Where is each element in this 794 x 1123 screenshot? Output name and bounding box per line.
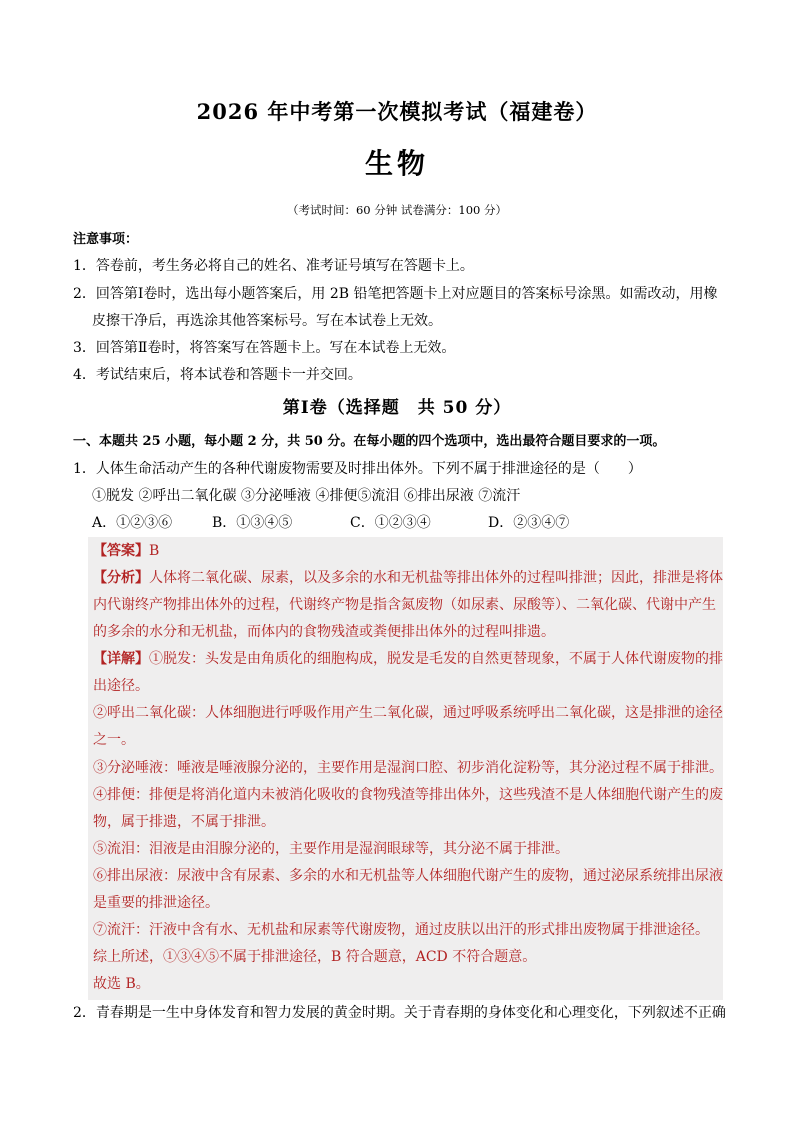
note-item-continuation: 皮擦干净后，再选涂其他答案标号。写在本试卷上无效。 — [92, 313, 442, 329]
exam-info: （考试时间：60 分钟 试卷满分：100 分） — [286, 203, 508, 217]
detail-text: ①脱发：头发是由角质化的细胞构成，脱发是毛发的自然更替现象，不属于人体代谢废物的排 — [149, 651, 723, 667]
detail-line: ②呼出二氧化碳：人体细胞进行呼吸作用产生二氧化碳，通过呼吸系统呼出二氧化碳，这是排泄的途径 — [93, 705, 723, 721]
answer-line — [93, 540, 159, 560]
detail-line: 物，属于排遗，不属于排泄。 — [93, 814, 275, 830]
part-instruction: 一、本题共 25 小题，每小题 2 分，共 50 分。在每小题的四个选项中，选出最符合题目要求的一项。 — [73, 434, 666, 449]
detail-line: ④排便：排便是将消化道内未被消化吸收的食物残渣等排出体外，这些残渣不是人体细胞代谢产生的废 — [93, 787, 723, 803]
analysis-line: 的多余的水分和无机盐，而体内的食物残渣或粪便排出体外的过程叫排遗。 — [93, 624, 555, 640]
note-item: 3．回答第Ⅱ卷时，将答案写在答题卡上。写在本试卷上无效。 — [73, 340, 456, 356]
detail-conclusion: 故选 B。 — [93, 976, 150, 992]
detail-line: ⑥排出尿液：尿液中含有尿素、多余的水和无机盐等人体细胞代谢产生的废物，通过泌尿系统排出尿液 — [93, 868, 723, 884]
note-item: 1．答卷前，考生务必将自己的姓名、准考证号填写在答题卡上。 — [73, 258, 474, 274]
detail-line: ⑤流泪：泪液是由泪腺分泌的，主要作用是湿润眼球等，其分泌不属于排泄。 — [93, 841, 569, 857]
choice-a: A．①②③⑥ — [92, 515, 173, 531]
analysis-text: 人体将二氧化碳、尿素，以及多余的水和无机盐等排出体外的过程叫排泄；因此，排泄是将体 — [149, 570, 723, 586]
answer-tag: 【答案】 — [93, 543, 149, 559]
analysis-tag: 【分析】 — [93, 570, 149, 586]
detail-line — [93, 648, 723, 668]
answer-value: B — [149, 543, 160, 559]
section-title: 第Ⅰ卷（选择题 共 50 分） — [282, 398, 512, 418]
analysis-line: 内代谢终产物排出体外的过程，代谢终产物是指含氮废物（如尿素、尿酸等）、二氧化碳、代谢中产生 — [93, 597, 716, 613]
note-item: 2．回答第Ⅰ卷时，选出每小题答案后，用 2B 铅笔把答题卡上对应题目的答案标号涂黑。如需改动，用橡 — [73, 286, 718, 302]
detail-summary: 综上所述，①③④⑤不属于排泄途径，B 符合题意，ACD 不符合题意。 — [93, 949, 537, 965]
notes-heading: 注意事项： — [73, 232, 139, 247]
exam-title: 2026 年中考第一次模拟考试（福建卷） — [196, 99, 598, 124]
question-1-options: ①脱发 ②呼出二氧化碳 ③分泌唾液 ④排便⑤流泪 ⑥排出尿液 ⑦流汗 — [92, 488, 521, 504]
detail-tag: 【详解】 — [93, 651, 149, 667]
detail-line: ⑦流汗：汗液中含有水、无机盐和尿素等代谢废物，通过皮肤以出汗的形式排出废物属于排泄途径。 — [93, 922, 709, 938]
analysis-line — [93, 567, 723, 587]
detail-line: ③分泌唾液：唾液是唾液腺分泌的，主要作用是湿润口腔、初步消化淀粉等，其分泌过程不属于排泄。 — [93, 760, 723, 776]
choice-d: D．②③④⑦ — [488, 515, 570, 531]
note-item: 4．考试结束后，将本试卷和答题卡一并交回。 — [73, 367, 362, 383]
question-1-stem: 1．人体生命活动产生的各种代谢废物需要及时排出体外。下列不属于排泄途径的是（ ） — [73, 461, 642, 477]
detail-line: 出途径。 — [93, 678, 149, 694]
detail-line: 是重要的排泄途径。 — [93, 895, 219, 911]
question-2-stem: 2．青春期是一生中身体发育和智力发展的黄金时期。关于青春期的身体变化和心理变化，下列叙述不正确 — [73, 1005, 726, 1021]
choice-c: C．①②③④ — [350, 515, 431, 531]
subject-title: 生物 — [364, 147, 429, 180]
detail-line: 之一。 — [93, 732, 135, 748]
choice-b: B．①③④⑤ — [212, 515, 293, 531]
